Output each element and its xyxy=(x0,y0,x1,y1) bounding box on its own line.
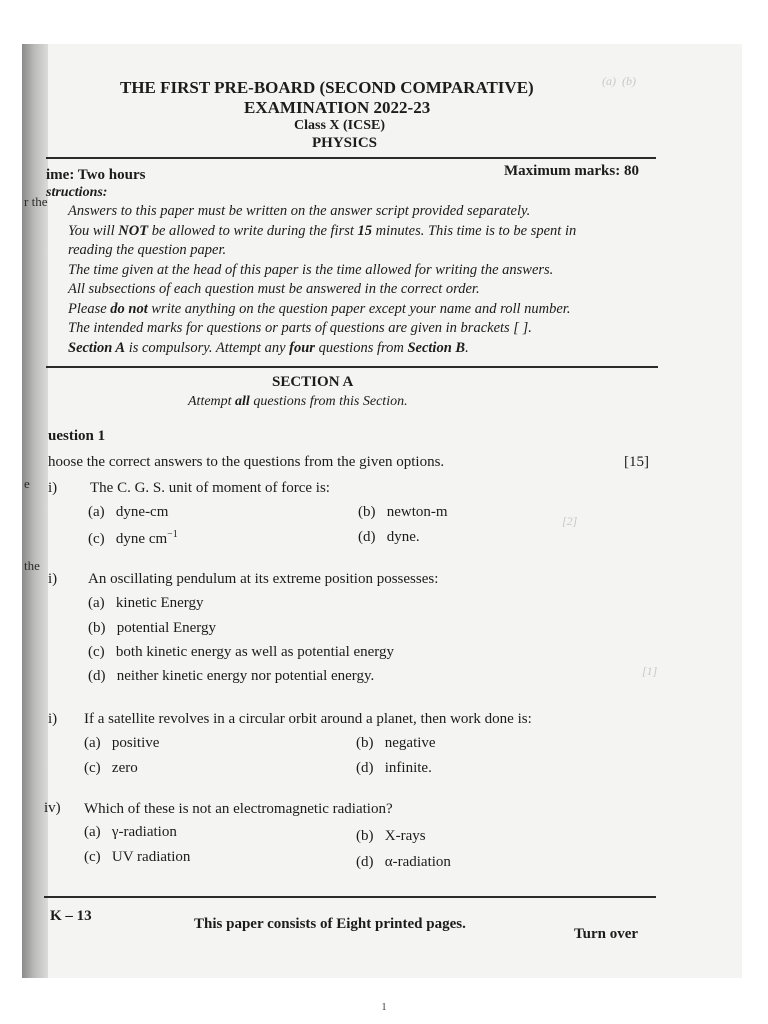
option-c: (c) dyne $cm^{-1}$ xyxy=(88,529,178,547)
instruction-line: The time given at the head of this paper is the time allowed for writing the answers. xyxy=(68,261,554,278)
option-b: (b) X-rays xyxy=(356,828,426,844)
footer-rule xyxy=(44,896,656,898)
option-a: (a) γ-radiation xyxy=(84,824,177,840)
class-line: Class X (ICSE) xyxy=(294,118,386,133)
option-d: (d) dyne. xyxy=(358,529,420,545)
subquestion-number: i) xyxy=(48,711,58,727)
subquestion-text: The C. G. S. unit of moment of force is: xyxy=(90,480,330,496)
option-b: (b) negative xyxy=(356,735,436,751)
instructions-rule xyxy=(46,366,658,368)
margin-fragment: r the xyxy=(24,194,48,209)
question-1-marks: [15] xyxy=(624,454,649,470)
exam-title-line2: EXAMINATION 2022-23 xyxy=(244,98,431,117)
instruction-line: Answers to this paper must be written on the answer script provided separately. xyxy=(68,203,531,219)
subquestion-text: If a satellite revolves in a circular orbit around a planet, then work done is: xyxy=(84,711,532,727)
option-a: (a) kinetic Energy xyxy=(88,595,204,611)
question-1-heading: uestion 1 xyxy=(48,428,106,444)
instruction-line: You will NOT be allowed to write during the first 15 minutes. This time is to be spent in xyxy=(68,222,577,239)
section-title: SECTION A xyxy=(272,374,354,390)
option-b: (b) newton-m xyxy=(358,504,448,520)
book-spine-shadow xyxy=(22,44,48,978)
section-subtitle: Attempt all questions from this Section. xyxy=(188,394,408,409)
option-c: (c) zero xyxy=(84,760,138,776)
page-count-note: This paper consists of Eight printed pages. xyxy=(194,916,466,932)
option-d: (d) neither kinetic energy nor potential energy. xyxy=(88,668,375,684)
option-b: (b) potential Energy xyxy=(88,620,217,636)
instructions-block xyxy=(68,202,576,358)
option-a: (a) positive xyxy=(84,735,160,751)
page-number: 1 xyxy=(381,1002,387,1013)
subquestion-text: An oscillating pendulum at its extreme position possesses: xyxy=(88,571,439,587)
option-d: (d) infinite. xyxy=(356,760,432,776)
bleed-through: [1] xyxy=(642,664,658,678)
subquestion-number: iv) xyxy=(44,800,61,816)
margin-fragment: the xyxy=(24,558,40,573)
time-allowed: ime: Two hours xyxy=(46,167,146,183)
option-a: (a) dyne-cm xyxy=(88,504,169,520)
exam-title-line1: THE FIRST PRE-BOARD (SECOND COMPARATIVE) xyxy=(120,78,534,97)
instruction-line: All subsections of each question must be answered in the correct order. xyxy=(68,281,480,297)
instruction-line: Please do not write anything on the question paper except your name and roll number. xyxy=(68,300,571,317)
subquestion-text: Which of these is not an electromagnetic radiation? xyxy=(84,801,393,817)
instruction-line: Section A is compulsory. Attempt any four questions from Section B. xyxy=(68,339,469,356)
option-d: (d) α-radiation xyxy=(356,854,451,870)
instruction-line: reading the question paper. xyxy=(68,242,227,258)
bleed-through: (a) (b) xyxy=(602,74,636,88)
max-marks: Maximum marks: 80 xyxy=(504,163,639,179)
scanned-page xyxy=(22,44,742,978)
header-rule xyxy=(46,157,656,159)
instructions-heading: structions: xyxy=(46,185,108,200)
question-1-prompt: hoose the correct answers to the questions from the given options. xyxy=(48,454,445,470)
subject-title: PHYSICS xyxy=(312,135,378,151)
paper-code: K – 13 xyxy=(50,908,92,924)
subquestion-number: i) xyxy=(48,571,58,587)
subquestion-number: i) xyxy=(48,480,58,496)
option-c: (c) UV radiation xyxy=(84,849,191,865)
option-c: (c) both kinetic energy as well as potential energy xyxy=(88,644,395,660)
turn-over: Turn over xyxy=(574,926,639,942)
margin-fragment: e xyxy=(24,476,30,491)
instruction-line: The intended marks for questions or parts of questions are given in brackets [ ]. xyxy=(68,320,532,336)
bleed-through: [2] xyxy=(562,514,578,528)
